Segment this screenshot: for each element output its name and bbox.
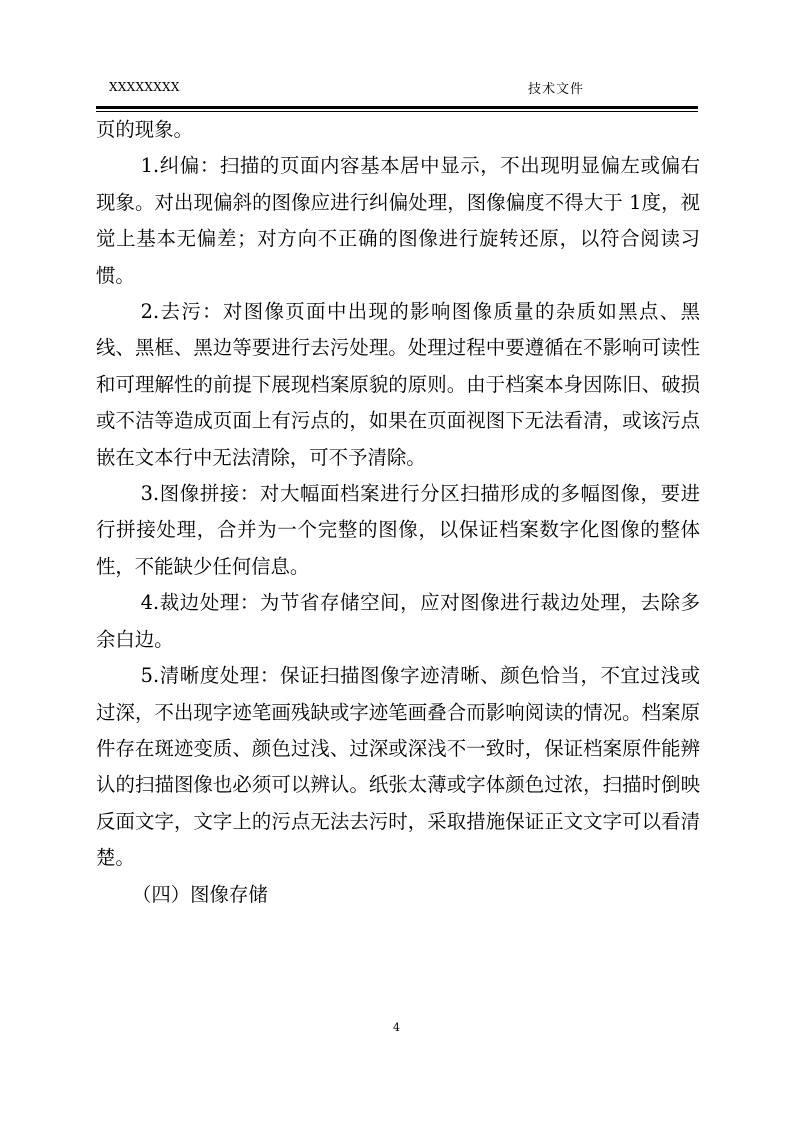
section-heading-image-storage: （四）图像存储 xyxy=(132,882,268,906)
page-number: 4 xyxy=(393,1021,400,1034)
page-header xyxy=(106,76,696,98)
header-document-id: XXXXXXXX xyxy=(109,80,180,94)
paragraph-decontamination: 2.去污：对图像页面中出现的影响图像质量的杂质如黑点、黑线、黑框、黑边等要进行去污处理。处理过程中要遵循在不影响可读性和可理解性的前提下展现档案原貌的原则。由于档案本身因陈旧、破损或不洁等造成页面上有污点的，如果在页面视图下无法看清，或该污点嵌在文本行中无法清除，可不予清除。 xyxy=(96,300,700,469)
paragraph-edge-cropping: 4.裁边处理：为节省存储空间，应对图像进行裁边处理，去除多余白边。 xyxy=(96,591,700,651)
body-text xyxy=(96,112,700,913)
header-document-type: 技术文件 xyxy=(528,82,585,97)
paragraph-continuation: 页的现象。 xyxy=(96,118,193,141)
paragraph-clarity: 5.清晰度处理：保证扫描图像字迹清晰、颜色恰当，不宜过浅或过深，不出现字迹笔画残缺或字迹笔画叠合而影响阅读的情况。档案原件存在斑迹变质、颜色过浅、过深或深浅不一致时，保证档案原件能辨认的扫描图像也必须可以辨认。纸张太薄或字体颜色过浓，扫描时倒映反面文字，文字上的污点无法去污时，采取措施保证正文文字可以看清楚。 xyxy=(96,664,700,870)
paragraph-deskew: 1.纠偏：扫描的页面内容基本居中显示，不出现明显偏左或偏右现象。对出现偏斜的图像应进行纠偏处理，图像偏度不得大于 1度，视觉上基本无偏差；对方向不正确的图像进行旋转还原，以符合阅读习惯。 xyxy=(96,154,700,287)
header-rule-thick xyxy=(96,106,698,109)
paragraph-image-stitching: 3.图像拼接：对大幅面档案进行分区扫描形成的多幅图像，要进行拼接处理，合并为一个完整的图像，以保证档案数字化图像的整体性，不能缺少任何信息。 xyxy=(96,482,700,578)
